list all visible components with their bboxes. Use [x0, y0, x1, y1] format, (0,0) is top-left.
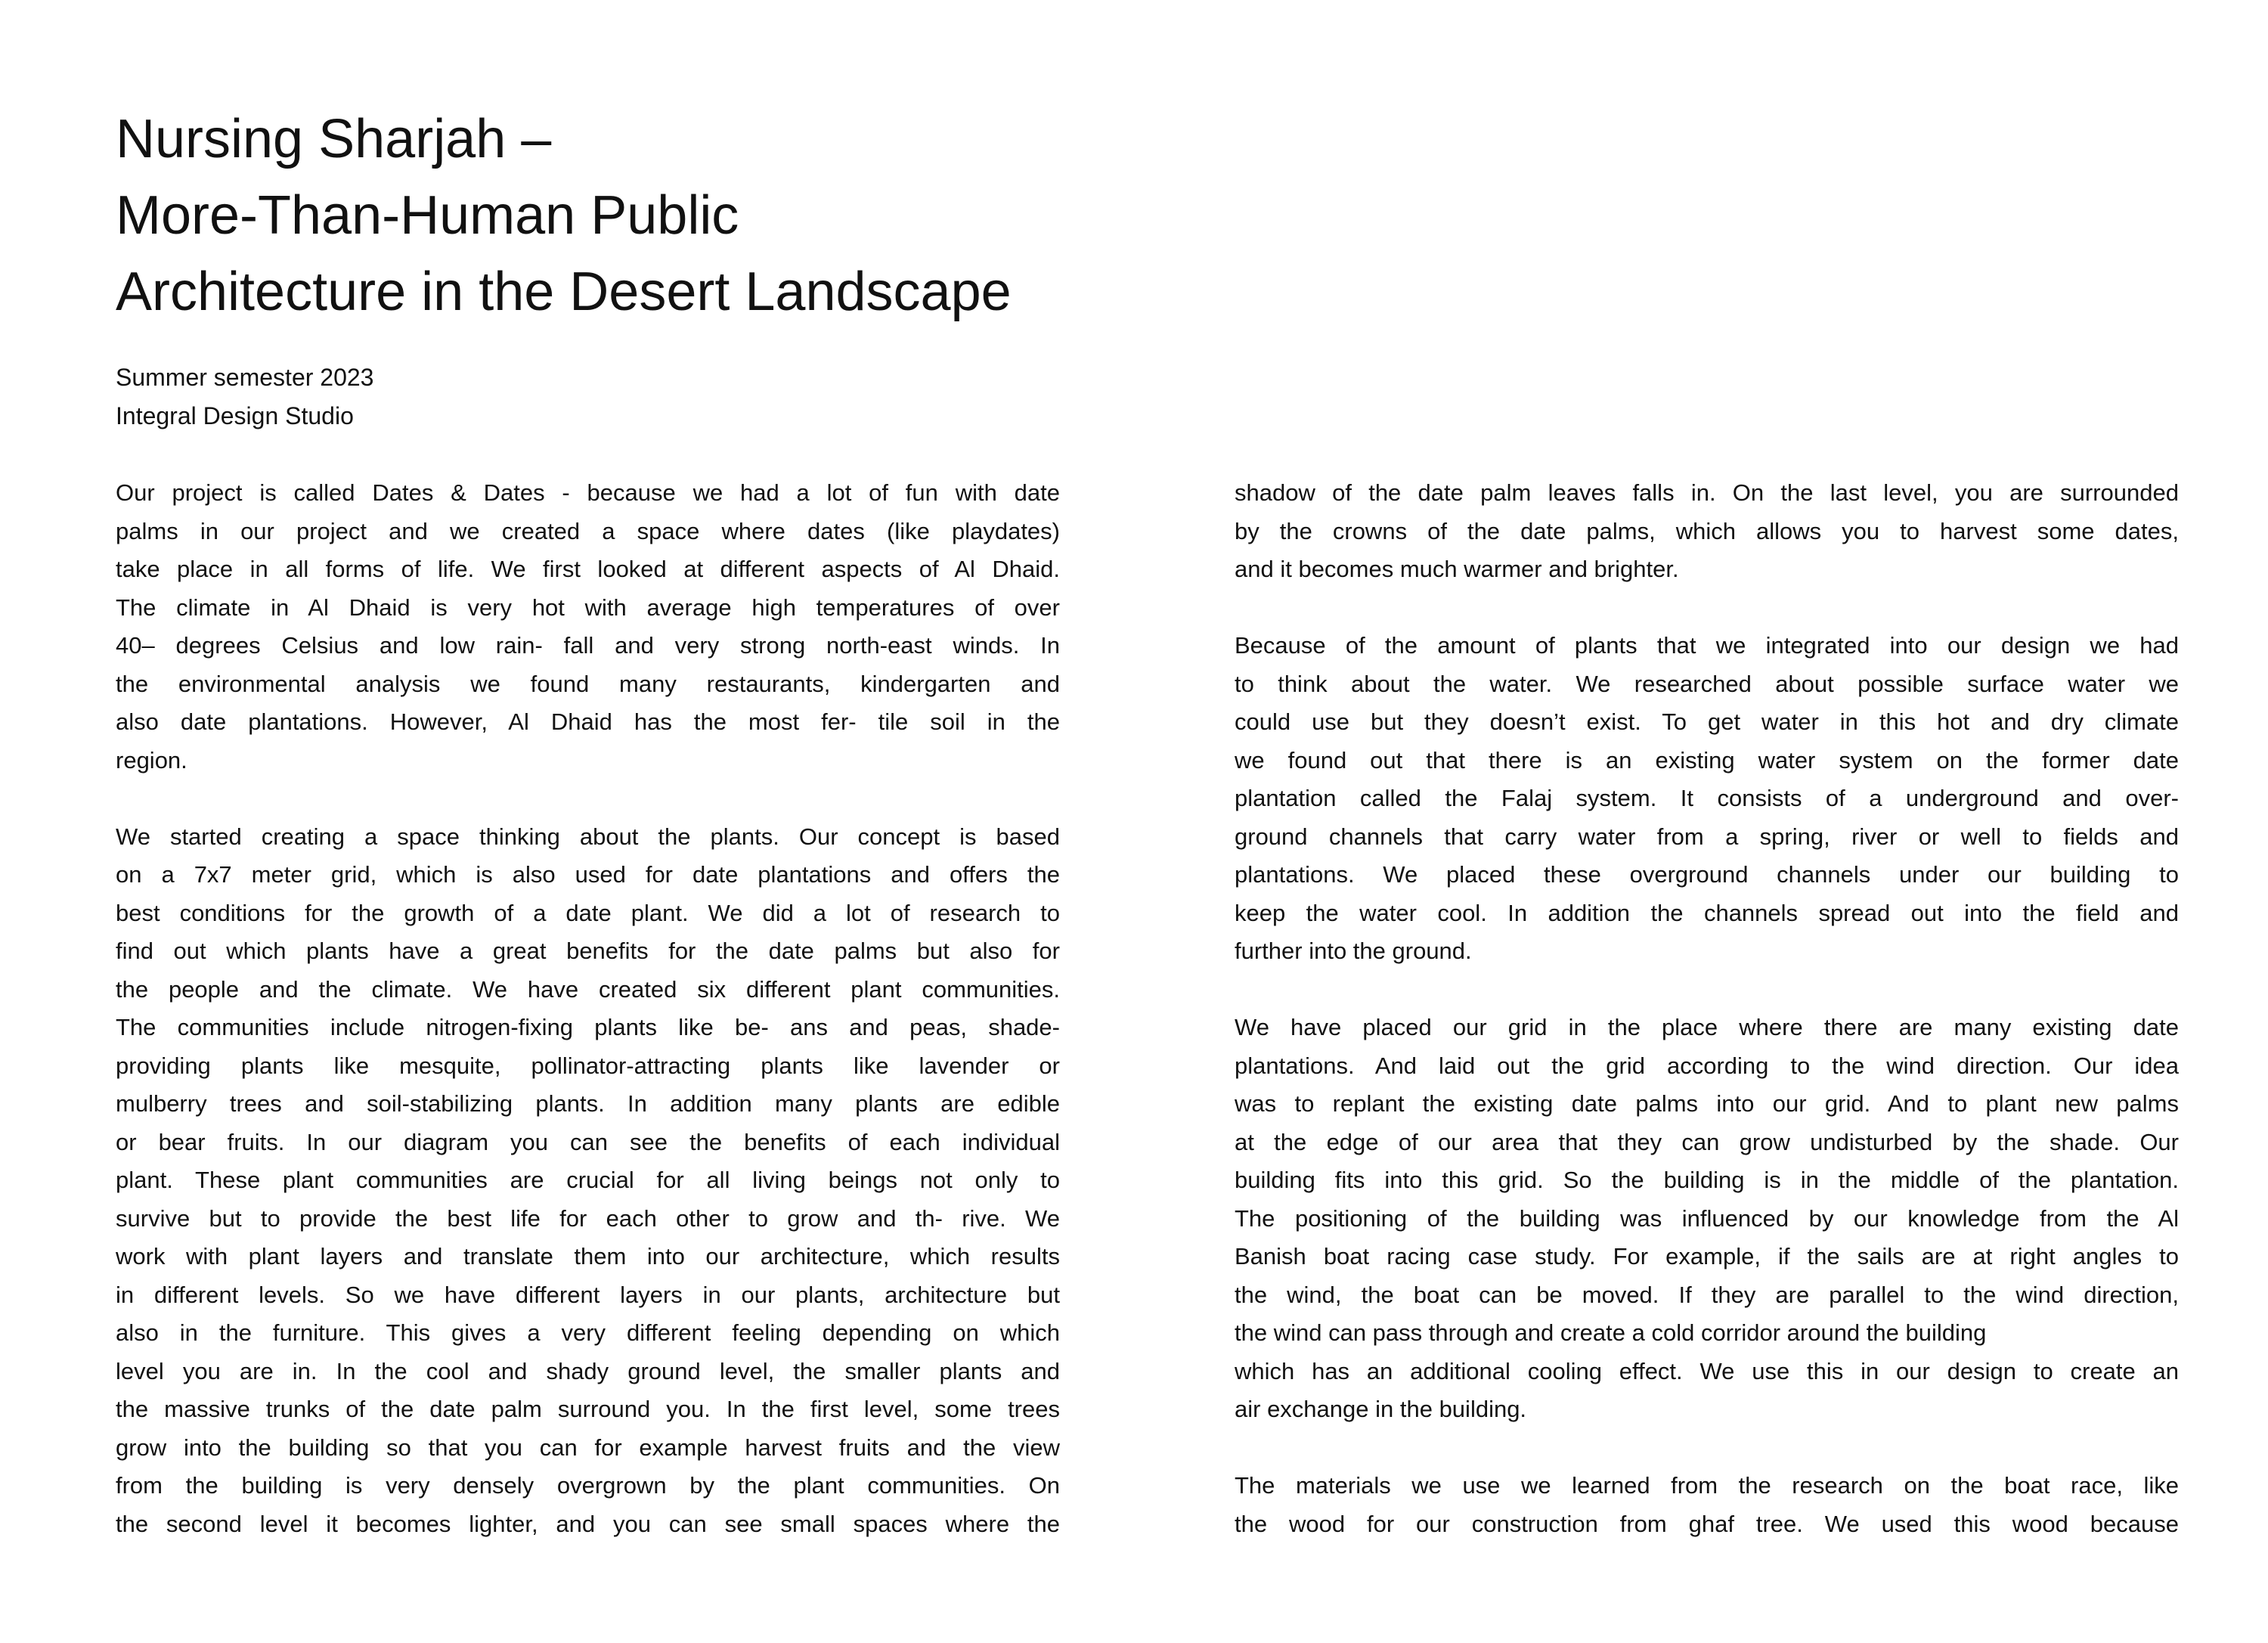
paragraph: [1235, 474, 2179, 589]
text-line: survive but to provide the best life for each other to grow and th- rive. We: [116, 1204, 1060, 1232]
text-line: We started creating a space thinking about the plants. Our concept is based: [116, 823, 1060, 850]
text-line: plant. These plant communities are crucial for all living beings not only to: [116, 1167, 1060, 1193]
text-line: The communities include nitrogen-fixing plants like be- ans and peas, shade-: [116, 1014, 1060, 1040]
text-line: mulberry trees and soil-stabilizing plants. In addition many plants are edible: [116, 1090, 1060, 1117]
text-line: the wood for our construction from ghaf tree. We used this wood because: [1235, 1510, 2179, 1537]
text-line: keep the water cool. In addition the channels spread out into the field and: [1235, 899, 2179, 926]
text-line: Banish boat racing case study. For example, if the sails are at right angles to: [1235, 1243, 2179, 1269]
paragraph: [116, 818, 1060, 1544]
paragraph: [1235, 1009, 2179, 1429]
text-line: The positioning of the building was influenced by our knowledge from the Al: [1235, 1204, 2179, 1232]
text-line: we found out that there is an existing water system on the former date: [1235, 746, 2179, 773]
text-line: also date plantations. However, Al Dhaid has the most fer- tile soil in the: [116, 708, 1060, 735]
text-line: the environmental analysis we found many restaurants, kindergarten and: [116, 670, 1060, 697]
text-line: level you are in. In the cool and shady ground level, the smaller plants and: [116, 1357, 1060, 1384]
text-line: providing plants like mesquite, pollinator-attracting plants like lavender or: [116, 1052, 1060, 1079]
paragraph-gap: [116, 780, 1060, 818]
text-column-left: [116, 474, 1060, 1543]
text-line: could use but they doesn’t exist. To get water in this hot and dry climate: [1235, 708, 2179, 735]
text-line: also in the furniture. This gives a very different feeling depending on which: [116, 1319, 1060, 1346]
paragraph-gap: [1235, 1429, 2179, 1468]
title-line: Nursing Sharjah –: [116, 109, 552, 169]
subtitle: [116, 358, 373, 436]
text-line: by the crowns of the date palms, which allows you to harvest some dates,: [1235, 517, 2179, 544]
text-line: the wind, the boat can be moved. If they are parallel to the wind direction,: [1235, 1281, 2179, 1308]
text-line: The materials we use we learned from the research on the boat race, like: [1235, 1472, 2179, 1499]
text-line: ground channels that carry water from a spring, river or well to fields and: [1235, 823, 2179, 850]
text-line: and it becomes much warmer and brighter.: [1235, 556, 1679, 582]
text-line: the massive trunks of the date palm surround you. In the first level, some trees: [116, 1396, 1060, 1422]
text-line: to think about the water. We researched about possible surface water we: [1235, 670, 2179, 697]
text-line: work with plant layers and translate them into our architecture, which results: [116, 1243, 1060, 1269]
text-line: plantations. And laid out the grid according to the wind direction. Our idea: [1235, 1052, 2179, 1079]
paragraph: [1235, 627, 2179, 971]
studio-label: Integral Design Studio: [116, 402, 354, 429]
text-line: We have placed our grid in the place where there are many existing date: [1235, 1014, 2179, 1040]
text-line: best conditions for the growth of a date plant. We did a lot of research to: [116, 899, 1060, 926]
text-line: the second level it becomes lighter, and you can see small spaces where the: [116, 1510, 1060, 1537]
page-title: [116, 101, 1012, 330]
text-line: shadow of the date palm leaves falls in. On the last level, you are surrounded: [1235, 479, 2179, 506]
paragraph: [1235, 1467, 2179, 1543]
text-line: Our project is called Dates & Dates - because we had a lot of fun with date: [116, 479, 1060, 506]
paragraph-gap: [1235, 589, 2179, 628]
text-line: at the edge of our area that they can grow undisturbed by the shade. Our: [1235, 1128, 2179, 1155]
text-line: was to replant the existing date palms into our grid. And to plant new palms: [1235, 1090, 2179, 1117]
title-line: Architecture in the Desert Landscape: [116, 262, 1012, 322]
text-line: which has an additional cooling effect. We use this in our design to create an: [1235, 1357, 2179, 1384]
text-line: building fits into this grid. So the building is in the middle of the plantation.: [1235, 1167, 2179, 1193]
text-line: further into the ground.: [1235, 938, 1472, 964]
text-line: or bear fruits. In our diagram you can see the benefits of each individual: [116, 1128, 1060, 1155]
text-line: plantation called the Falaj system. It consists of a underground and over-: [1235, 785, 2179, 811]
title-line: More-Than-Human Public: [116, 185, 739, 246]
paragraph: [116, 474, 1060, 780]
text-line: The climate in Al Dhaid is very hot with average high temperatures of over: [116, 594, 1060, 621]
text-line: palms in our project and we created a space where dates (like playdates): [116, 517, 1060, 544]
text-line: air exchange in the building.: [1235, 1396, 1527, 1422]
text-line: from the building is very densely overgrown by the plant communities. On: [116, 1472, 1060, 1499]
text-line: in different levels. So we have different layers in our plants, architecture but: [116, 1281, 1060, 1308]
text-line: Because of the amount of plants that we integrated into our design we had: [1235, 632, 2179, 659]
text-line: on a 7x7 meter grid, which is also used for date plantations and offers the: [116, 861, 1060, 888]
text-line: region.: [116, 746, 187, 773]
text-line: grow into the building so that you can for example harvest fruits and the view: [116, 1434, 1060, 1461]
paragraph-gap: [1235, 971, 2179, 1009]
text-column-right: [1235, 474, 2179, 1543]
text-line: the wind can pass through and create a cold corridor around the building: [1235, 1319, 1987, 1346]
text-line: plantations. We placed these overground channels under our building to: [1235, 861, 2179, 888]
text-line: find out which plants have a great benefits for the date palms but also for: [116, 938, 1060, 964]
semester-label: Summer semester 2023: [116, 364, 374, 391]
text-line: take place in all forms of life. We first looked at different aspects of Al Dhaid.: [116, 556, 1060, 582]
text-line: the people and the climate. We have created six different plant communities.: [116, 975, 1060, 1003]
text-line: 40– degrees Celsius and low rain- fall and very strong north-east winds. In: [116, 632, 1060, 659]
